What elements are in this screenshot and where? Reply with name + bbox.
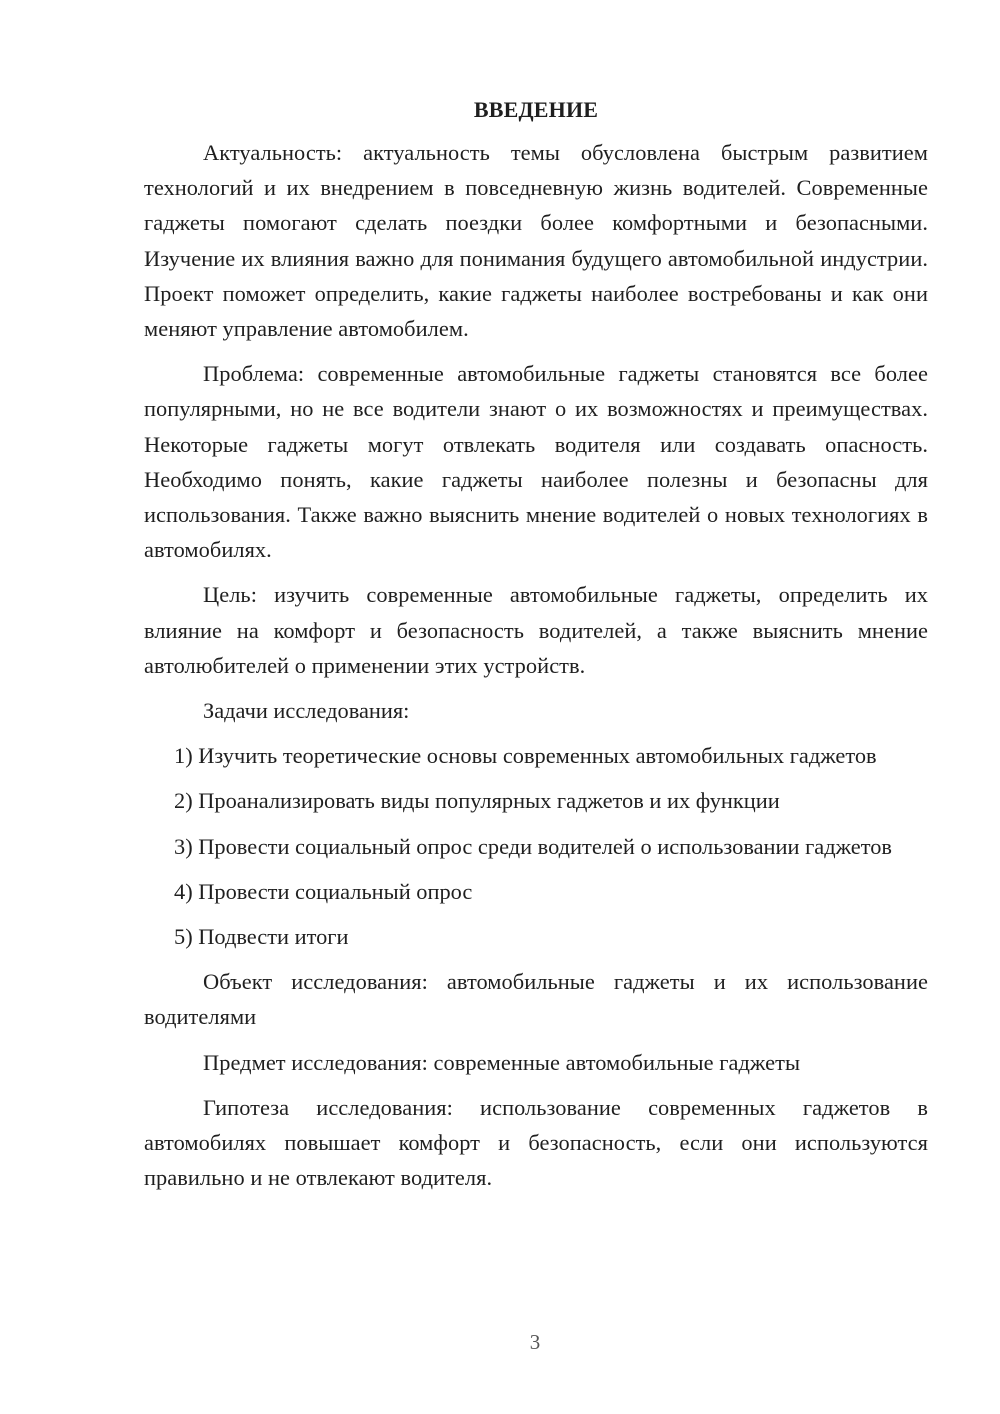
page-title: ВВЕДЕНИЕ — [473, 97, 599, 122]
task-item-1: 1) Изучить теоретические основы современных автомобильных гаджетов — [174, 743, 877, 769]
page-content — [144, 92, 928, 1195]
tasks-heading: Задачи исследования: — [203, 698, 410, 724]
task-item-2: 2) Проанализировать виды популярных гаджетов и их функции — [174, 788, 780, 814]
task-item-3: 3) Провести социальный опрос среди водителей о использовании гаджетов — [174, 833, 892, 859]
problem-paragraph: Проблема: современные автомобильные гаджеты становятся все более популярными, но не все водители знают о их возможностях и преимуществах. Некоторые гаджеты могут отвлекать водителя или создавать опасность. Необходимо понять, какие гаджеты наиболее полезны и безопасны для использования. Также важно выяснить мнение водителей о новых технологиях в автомобилях. — [144, 361, 928, 563]
task-item-4: 4) Провести социальный опрос — [174, 878, 473, 904]
object-paragraph: Объект исследования: автомобильные гаджеты и их использование водителями — [144, 969, 928, 1030]
relevance-paragraph: Актуальность: актуальность темы обусловлена быстрым развитием технологий и их внедрением в повседневную жизнь водителей. Современные гаджеты помогают сделать поездки более комфортными и безопасными. Изучение их влияния важно для понимания будущего автомобильной индустрии. Проект поможет определить, какие гаджеты наиболее востребованы и как они меняют управление автомобилем. — [144, 140, 928, 342]
subject-paragraph: Предмет исследования: современные автомобильные гаджеты — [203, 1049, 801, 1075]
goal-paragraph: Цель: изучить современные автомобильные гаджеты, определить их влияние на комфорт и безопасность водителей, а также выяснить мнение автолюбителей о применении этих устройств. — [144, 582, 928, 678]
task-item-5: 5) Подвести итоги — [174, 924, 349, 950]
hypothesis-paragraph: Гипотеза исследования: использование современных гаджетов в автомобилях повышает комфорт и безопасность, если они используются правильно и не отвлекают водителя. — [144, 1094, 928, 1191]
page-number: 3 — [529, 1330, 541, 1354]
